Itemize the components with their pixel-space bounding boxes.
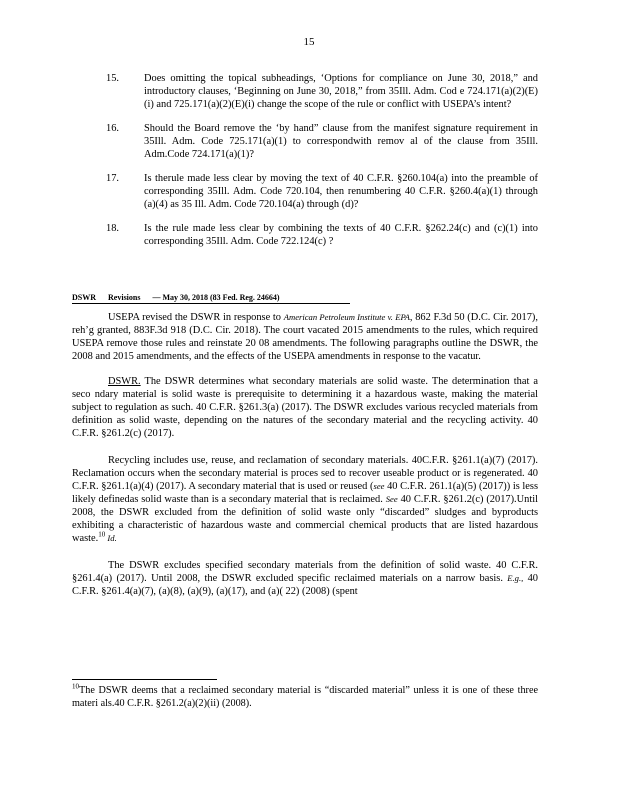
footnote-divider xyxy=(72,679,217,680)
body-text xyxy=(72,311,538,612)
signal-word: See xyxy=(385,494,398,504)
footnote-marker: 10 xyxy=(98,530,106,539)
paragraph-text: 40 C.F.R. 261.1(a)(5) (2017)) is less likely definedas solid waste than is a secondary material that is reclaimed. xyxy=(72,481,538,505)
paragraph-recycling xyxy=(72,454,538,545)
section-heading-citation: — May 30, 2018 (83 Fed. Reg. 24664) xyxy=(152,293,280,302)
case-citation: American Petroleum Institute v. EPA xyxy=(283,312,410,322)
question-item xyxy=(106,122,538,161)
section-heading-subtopic: Revisions xyxy=(108,293,141,302)
signal-word: E.g., xyxy=(507,573,524,583)
paragraph-lead-in: DSWR. xyxy=(108,376,141,387)
paragraph-intro xyxy=(72,311,538,363)
paragraph-text: USEPA revised the DSWR in response to xyxy=(108,312,284,323)
paragraph-text: The DSWR excludes specified secondary materials from the definition of solid waste. 40 C.F.R. §261.4(a) (2017). Until 2008, the DSWR excluded specific reclaimed materials on a narrow basis. xyxy=(72,560,538,584)
footnote-number: 10 xyxy=(72,682,79,691)
paragraph-text: 40 C.F.R. §261.2(c) (2017).Until 2008, the DSWR excluded from the definition of solid waste only “discarded” sludges and byproducts exhibiting a characteristic of hazardous waste and commercial chemical products that are listed hazardous waste. xyxy=(72,494,539,544)
question-item xyxy=(106,222,538,248)
footnote-text: The DSWR deems that a reclaimed secondary material is “discarded material” unless it is one of these three materi als.40 C.F.R. §261.2(a)(2)(ii) (2008). xyxy=(72,685,538,709)
question-text: Is therule made less clear by moving the text of 40 C.F.R. §260.104(a) into the preamble of corresponding 35Ill. Adm. Code 720.104, then renumbering 40 C.F.R. §260.4(a)(1) through (a)(4) as 35 Ill. Adm. Code 720.104(a) through (d)? xyxy=(144,173,538,210)
question-number: 16. xyxy=(106,123,119,134)
question-text: Does omitting the topical subheadings, ‘Options for compliance on June 30, 2018,” and introductory clauses, ‘Beginning on June 30, 2018,” from 35Ill. Adm. Cod e 724.171(a)(2)(E)(i) and 725.171(a)(2)(E)(i) change the scope of the rule or conflict with USEPA’s intent? xyxy=(144,73,538,110)
section-heading xyxy=(72,292,350,304)
question-item xyxy=(106,172,538,211)
footnote xyxy=(72,684,538,710)
paragraph-dswr xyxy=(72,375,538,440)
question-number: 17. xyxy=(106,173,119,184)
question-item xyxy=(106,72,538,111)
paragraph-exclusions xyxy=(72,559,538,598)
page-number: 15 xyxy=(303,36,315,48)
question-text: Is the rule made less clear by combining the texts of 40 C.F.R. §262.24(c) and (c)(1) into corresponding 35Ill. Adm. Code 722.124(c) ? xyxy=(144,223,538,247)
paragraph-text: , 862 F.3d 50 (D.C. Cir. 2017), reh’g granted, 883F.3d 918 (D.C. Cir. 2018). The court vacated 2015 amendments to the rules, which required USEPA remove those rules and reinstate 20 08 amendments. The following paragraphs outline the DSWR, the 2008 and 2015 amendments, and the effects of the USEPA amendments in response to the vacatur. xyxy=(72,312,538,362)
signal-word: see xyxy=(373,481,385,491)
paragraph-text: The DSWR determines what secondary materials are solid waste. The determination that a seco ndary material is solid waste is prerequisite to determining it a hazardous waste, making the material subject to regulation as such. 40 C.F.R. §261.3(a) (2017). The DSWR excludes various recycled materials from definition as solid waste, depending on the natures of the secondary material and the recycling activity. 40 C.F.R. §261.2(c) (2017). xyxy=(72,376,538,439)
question-number: 15. xyxy=(106,73,119,84)
questions-list xyxy=(106,72,538,259)
paragraph-text: Recycling includes use, reuse, and reclamation of secondary materials. 40C.F.R. §261.1(a)(7) (2017). Reclamation occurs when the secondary material is proces sed to recover useable product or is regenerated. 40 C.F.R. §261.1(a)(4) (2017). A secondary material that is used or reused ( xyxy=(72,455,538,492)
section-heading-topic: DSWR xyxy=(72,293,97,302)
signal-word: Id. xyxy=(105,533,117,543)
paragraph-text: 40 C.F.R. §261.4(a)(7), (a)(8), (a)(9), (a)(17), and (a)( 22) (2008) (spent xyxy=(72,573,538,597)
question-number: 18. xyxy=(106,223,119,234)
question-text: Should the Board remove the ‘by hand” clause from the manifest signature requirement in 35Ill. Adm. Code 725.171(a)(1) to correspondwith remov al of the clause from 35Ill. Adm.Code 724.171(a)(1)? xyxy=(144,123,538,160)
